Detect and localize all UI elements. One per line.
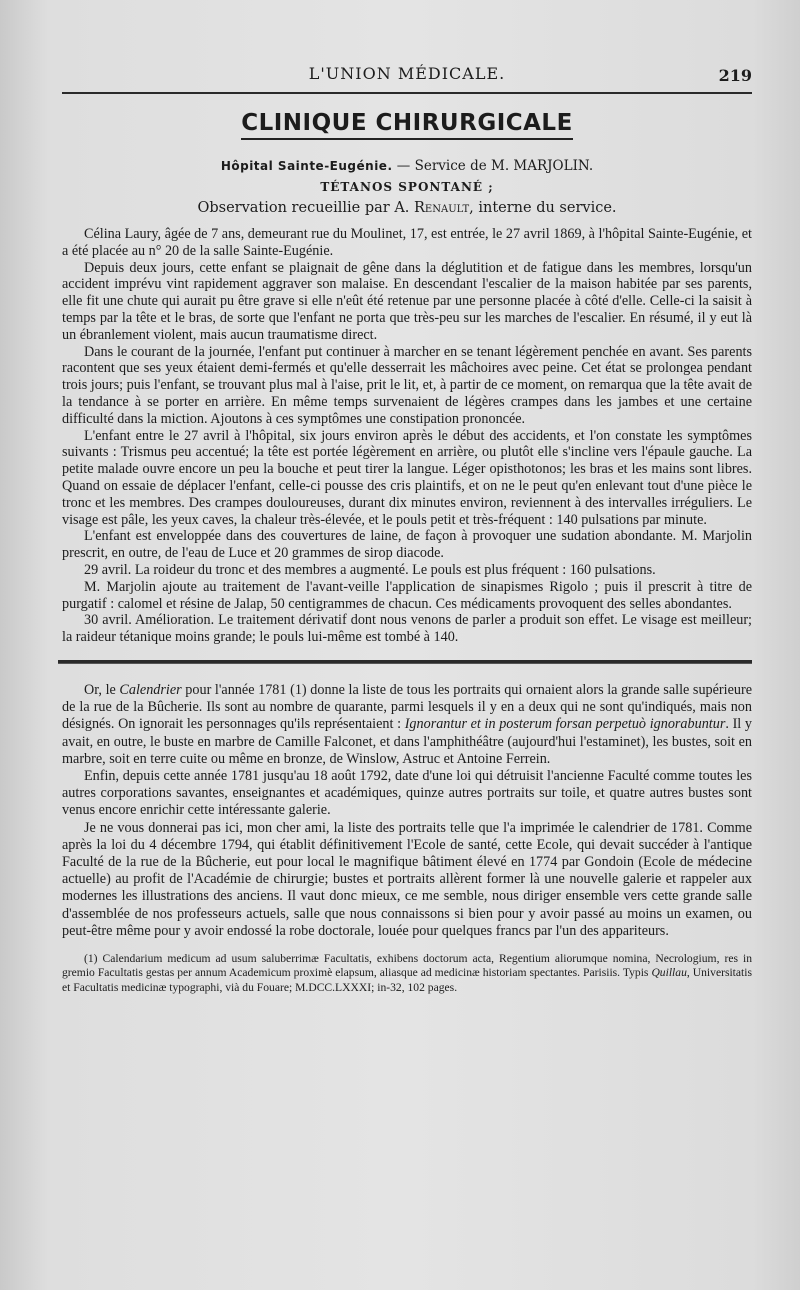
- section-title-text: CLINIQUE CHIRURGICALE: [241, 110, 573, 140]
- article-paragraph: Depuis deux jours, cette enfant se plaignait de gêne dans la déglutition et de fatigue dans les membres, lorsqu'un accident imprévu vint rapidement aggraver son malaise. En descendant l'escalier de la maison habitée par ses parents, elle fit une chute qui aurait pu être grave si elle n'eût été retenue par une personne placée à côté d'elle. Celle-ci la saisit à temps par la tête et le bras, de sorte que l'enfant ne porta que très-peu sur les marches de l'escalier. En résumé, il y eut là un ébranlement violent, mais aucun traumatisme direct.: [62, 259, 752, 343]
- article-paragraph: L'enfant entre le 27 avril à l'hôpital, six jours environ après le début des accidents, et l'on constate les symptômes suivants : Trismus peu accentué; la tête est portée légèrement en arrière, ou plutôt elle s'incline vers l'épaule gauche. La petite malade ouvre encore un peu la bouche et peut tirer la langue. Léger opisthotonos; les bras et les mains sont libres. Quand on essaie de déplacer l'enfant, celle-ci pousse des cris plaintifs, et on ne le peut qu'en enlevant tout d'une pièce le tronc et les membres. Des crampes douloureuses, durant dix minutes environ, reviennent à des intervalles irréguliers. Le visage est pâle, les yeux caves, la chaleur très-élevée, et le pouls petit et très-fréquent : 140 pulsations par minute.: [62, 427, 752, 528]
- hospital-name: Hôpital Sainte-Eugénie.: [220, 159, 393, 173]
- feuilleton-paragraph: Enfin, depuis cette année 1781 jusqu'au 18 août 1792, date d'une loi qui détruisit l'ancienne Faculté comme toutes les autres corporations savantes, enseignantes et académiques, quinze autres portraits sur toile, et quatre autres bustes sont venus encore enrichir cette intéressante galerie.: [62, 767, 752, 819]
- article-subtitle: TÉTANOS SPONTANÉ ;: [320, 180, 494, 194]
- section-title: [62, 110, 752, 136]
- feuilleton-text: . Il y avait, en outre, le buste en marbre de Camille Falconet, et dans l'amphithéâtre (aujourd'hui l'estaminet), les bustes, soit en marbre, soit en terre cuite ou même en bronze, de Winslow, Astruc et Antoine Ferrein.: [62, 716, 752, 767]
- footnote-text: (1) Calendarium medicum ad usum saluberrimæ Facultatis, exhibens doctorum acta, Regentium aliorumque nomina, Necrologium, res in gremio Facultatis gestas per annum Academicum proximè elapsum, aliasque ad medicinæ historiam spectantes. Parisiis. Typis: [62, 951, 752, 980]
- article-body: [62, 226, 752, 646]
- feuilleton-paragraph: Je ne vous donnerai pas ici, mon cher ami, la liste des portraits telle que l'a imprimée le calendrier de 1781. Comme après la loi du 4 décembre 1794, qui établit définitivement l'Ecole de santé, cette Ecole, qui devait succéder à l'antique Faculté de la rue de la Bûcherie, eut pour local le magnifique bâtiment élevé en 1774 par Gondoin (Ecole de médecine actuelle) au profit de l'Académie de chirurgie; bustes et portraits allèrent former là une nouvelle galerie et rappeler aux modernes les illustrations des anciens. Il vaut donc mieux, ce me semble, nous diriger ensemble vers cette grande salle d'assemblée de nos professeurs actuels, salle que nous connaissons si bien pour y avoir passé au moins un examen, ou peut-être même pour y avoir endossé la robe doctorale, louée pour quelques francs par l'un des appariteurs.: [62, 819, 752, 939]
- observation-author: Renault: [414, 200, 470, 216]
- feuilleton-text: Or, le: [84, 681, 120, 698]
- service-name: — Service de M. MARJOLIN.: [392, 158, 594, 174]
- article-paragraph: Célina Laury, âgée de 7 ans, demeurant rue du Moulinet, 17, est entrée, le 27 avril 1869, à l'hôpital Sainte-Eugénie, et a été placée au n° 20 de la salle Sainte-Eugénie.: [62, 226, 752, 259]
- observation-prefix: Observation recueillie par A.: [197, 200, 415, 216]
- observation-suffix: , interne du service.: [469, 200, 617, 216]
- feuilleton-text: pour l'année 1781 (1) donne la liste de tous les portraits qui ornaient alors la grande salle supérieure de la rue de la Bûcherie. Ils sont au nombre de quarante, parmi lesquels il y en a deux qui ne sont qu'indiqués, mais non désignés. On ignorait les personnages qu'ils représentaient :: [62, 681, 753, 733]
- running-head: [62, 58, 752, 94]
- article-paragraph: L'enfant est enveloppée dans des couvertures de laine, de façon à provoquer une sudation abondante. M. Marjolin prescrit, en outre, de l'eau de Luce et 20 grammes de sirop diacode.: [62, 528, 752, 562]
- article-hospital-line: [62, 158, 752, 174]
- article-paragraph: M. Marjolin ajoute au traitement de l'avant-veille l'application de sinapismes Rigolo ; puis il prescrit à titre de purgatif : calomel et résine de Jalap, 50 centigrammes de chacun. Ces médicaments provoquent des selles abondantes.: [62, 578, 752, 612]
- footnote-text: , Universitatis et Facultatis medicinæ typographi, vià du Fouare; M.DCC.LXXXI; in-32, 102 pages.: [62, 966, 753, 994]
- article-paragraph: 29 avril. La roideur du tronc et des membres a augmenté. Le pouls est plus fréquent : 160 pulsations.: [84, 561, 656, 578]
- running-title: L'UNION MÉDICALE.: [308, 64, 506, 83]
- footnote-italic: Quillau: [651, 966, 687, 980]
- feuilleton-paragraph: [62, 682, 752, 768]
- footnote: [62, 952, 752, 995]
- latin-quote: Ignorantur et in posterum forsan perpetuò ignorabuntur: [404, 716, 726, 733]
- feuilleton-divider: [58, 660, 752, 664]
- page-number: 219: [718, 66, 752, 85]
- observation-line: [62, 200, 752, 216]
- article-paragraph: Dans le courant de la journée, l'enfant put continuer à marcher en se tenant légèrement penchée en avant. Ses parents racontent que ses yeux étaient demi-fermés et qu'elle desserrait les mâchoires avec peine. Cet état se prolongea pendant trois jours; puis l'enfant, se trouvant plus mal à l'aise, prit le lit, et, à partir de ce moment, on remarqua que la tête avait de la tendance à se porter en arrière. En même temps survenaient de légères crampes dans les jambes et une certaine difficulté dans la miction. Ajoutons à ces symptômes une constipation prononcée.: [62, 343, 752, 427]
- feuilleton-italic: Calendrier: [119, 681, 182, 698]
- article-paragraph: 30 avril. Amélioration. Le traitement dérivatif dont nous venons de parler a produit son effet. Le visage est meilleur; la raideur tétanique moins grande; le pouls lui-même est tombé à 140.: [62, 612, 752, 646]
- feuilleton-body: [62, 682, 752, 995]
